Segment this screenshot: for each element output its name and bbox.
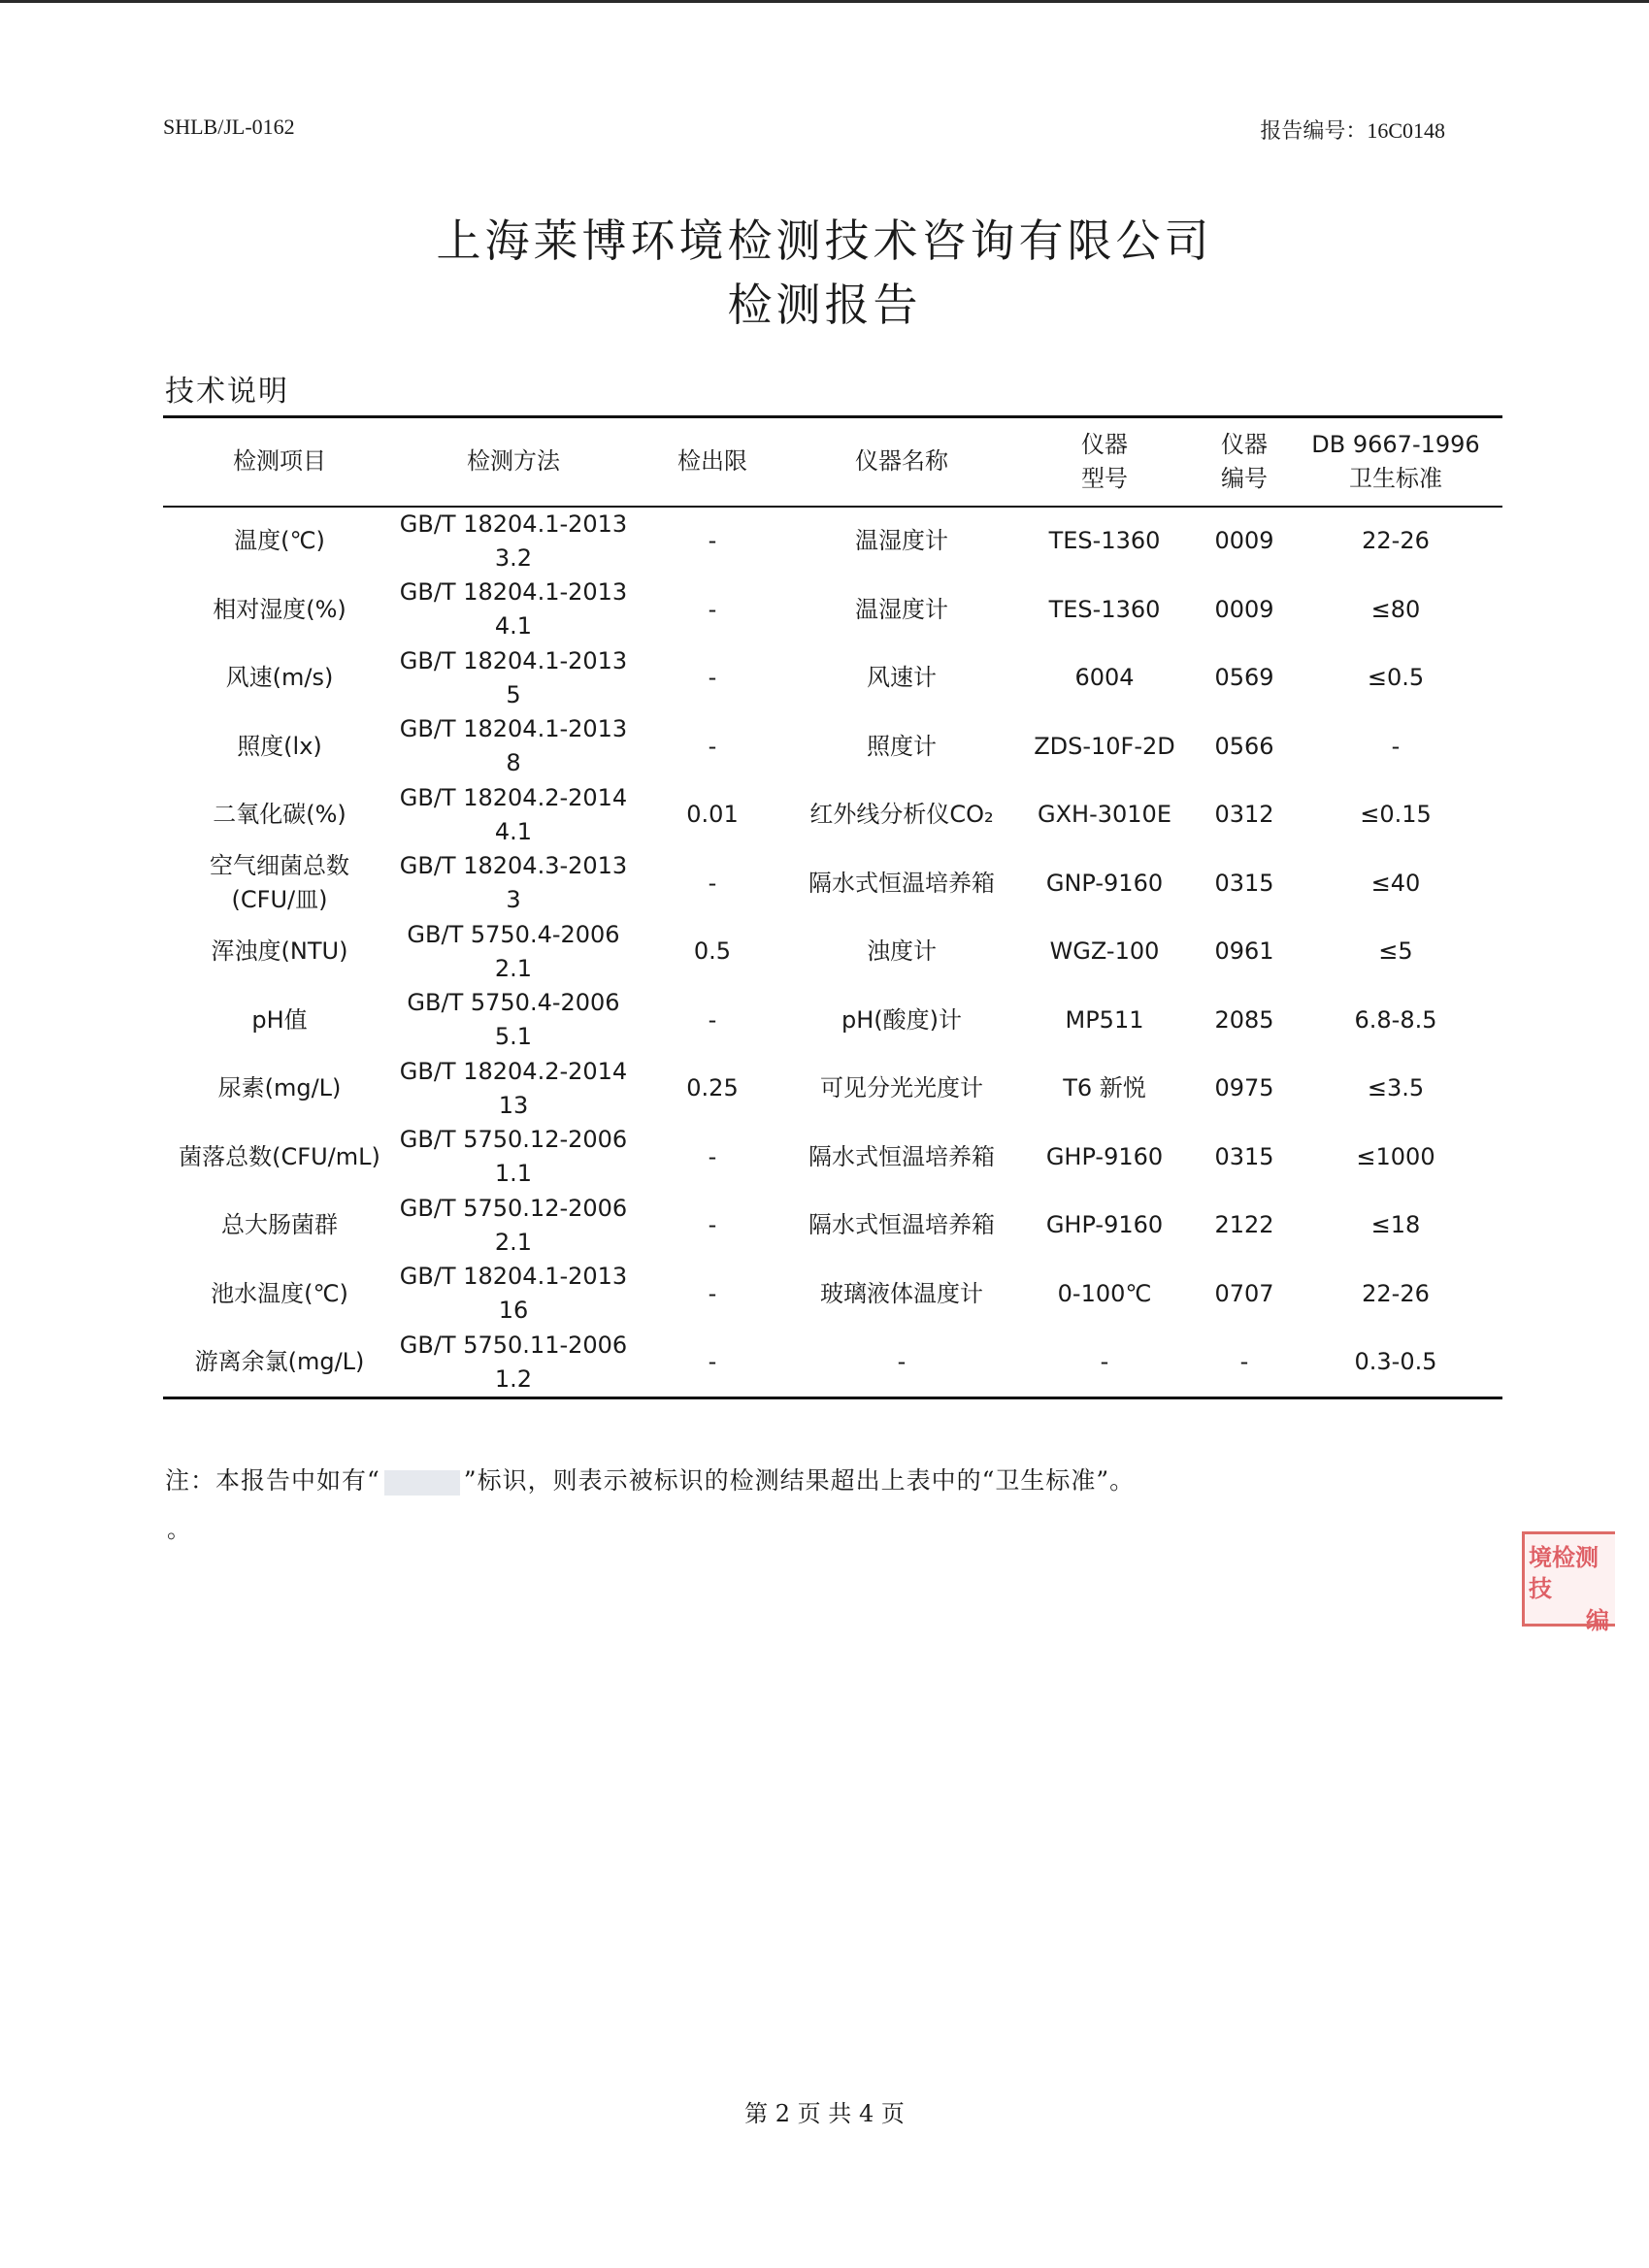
cell-limit: - — [708, 1142, 717, 1170]
cell-instrument: 红外线分析仪CO₂ — [809, 801, 994, 829]
table-row — [163, 1055, 1502, 1124]
cell-number: 0315 — [1214, 1142, 1274, 1170]
header-number — [1200, 417, 1289, 507]
cell-item: 温度(℃) — [234, 527, 325, 555]
cell-standard: ≤18 — [1370, 1211, 1421, 1239]
cell-standard: ≤0.15 — [1360, 801, 1432, 829]
technical-spec-table — [163, 415, 1502, 1399]
cell-instrument: 照度计 — [867, 732, 937, 760]
cell-instrument: 隔水式恒温培养箱 — [808, 869, 995, 897]
footnote — [165, 1462, 1135, 1496]
cell-model: GHP-9160 — [1045, 1211, 1164, 1239]
cell-model: GXH-3010E — [1038, 801, 1171, 829]
header-limit: 检出限 — [677, 447, 747, 476]
table-row — [163, 575, 1502, 644]
table-row — [163, 781, 1502, 850]
cell-standard: ≤5 — [1378, 937, 1413, 966]
cell-model: T6 新悦 — [1063, 1074, 1146, 1102]
cell-limit: 0.5 — [693, 937, 732, 966]
redacted-marker — [384, 1470, 460, 1496]
cell-instrument: 温湿度计 — [855, 595, 948, 623]
cell-limit: - — [708, 595, 717, 623]
cell-item: 相对湿度(%) — [213, 595, 346, 623]
cell-limit: - — [708, 732, 717, 760]
cell-method: GB/T 18204.1-2013 4.1 — [399, 578, 628, 641]
cell-limit: - — [708, 664, 717, 692]
cell-standard: 22-26 — [1362, 527, 1430, 555]
cell-model: - — [1100, 1348, 1109, 1376]
cell-standard: 0.3-0.5 — [1354, 1348, 1437, 1376]
cell-number: 0707 — [1214, 1279, 1274, 1307]
cell-item: 菌落总数(CFU/mL) — [179, 1142, 380, 1170]
cell-number: 0566 — [1214, 732, 1274, 760]
cell-item: pH值 — [251, 1005, 308, 1034]
cell-standard: 22-26 — [1362, 1279, 1430, 1307]
header-standard — [1289, 417, 1502, 507]
header-model-line1: 仪器 — [1081, 430, 1128, 458]
cell-number: 0009 — [1214, 595, 1274, 623]
header-item: 检测项目 — [233, 447, 326, 476]
cell-limit: - — [708, 527, 717, 555]
cell-number: 0569 — [1214, 664, 1274, 692]
cell-standard: ≤80 — [1370, 595, 1421, 623]
company-seal-stamp — [1522, 1531, 1615, 1634]
table-row — [163, 918, 1502, 987]
cell-limit: - — [708, 869, 717, 897]
cell-instrument: 温湿度计 — [855, 527, 948, 555]
cell-instrument: 隔水式恒温培养箱 — [808, 1142, 995, 1170]
cell-method: GB/T 5750.12-2006 2.1 — [399, 1194, 628, 1256]
cell-number: 2122 — [1214, 1211, 1274, 1239]
cell-standard: - — [1391, 732, 1401, 760]
header-number-line2: 编号 — [1221, 464, 1268, 492]
cell-standard: ≤40 — [1370, 869, 1421, 897]
cell-limit: - — [708, 1005, 717, 1034]
company-name: 上海莱博环境检测技术咨询有限公司 — [436, 214, 1213, 267]
cell-method: GB/T 18204.1-2013 5 — [399, 646, 628, 708]
cell-item: 风速(m/s) — [225, 664, 334, 692]
cell-limit: 0.01 — [686, 801, 739, 829]
header-model — [1009, 417, 1200, 507]
table-row — [163, 986, 1502, 1055]
header-standard-line1: DB 9667-1996 — [1311, 430, 1480, 458]
table-header-row — [163, 417, 1502, 507]
table-row — [163, 1260, 1502, 1329]
footnote-suffix: ”标识，则表示被标识的检测结果超出上表中的“卫生标准”。 — [463, 1466, 1136, 1495]
cell-method: GB/T 5750.4-2006 2.1 — [407, 920, 620, 982]
cell-standard: ≤1000 — [1356, 1142, 1435, 1170]
cell-model: 6004 — [1074, 664, 1135, 692]
cell-instrument: 玻璃液体温度计 — [820, 1279, 983, 1307]
cell-item: 二氧化碳(%) — [213, 801, 346, 829]
cell-standard: ≤3.5 — [1367, 1074, 1425, 1102]
cell-instrument: - — [897, 1348, 907, 1376]
cell-limit: - — [708, 1348, 717, 1376]
cell-model: GHP-9160 — [1045, 1142, 1164, 1170]
cell-method: GB/T 18204.2-2014 13 — [399, 1057, 628, 1119]
table-row — [163, 1123, 1502, 1192]
cell-method: GB/T 5750.11-2006 1.2 — [399, 1331, 628, 1393]
cell-instrument: 风速计 — [867, 664, 937, 692]
cell-item: 照度(lx) — [237, 732, 322, 760]
cell-model: 0-100℃ — [1057, 1279, 1152, 1307]
cell-method: GB/T 18204.2-2014 4.1 — [399, 783, 628, 845]
header-standard-line2: 卫生标准 — [1349, 464, 1442, 492]
header-number-line1: 仪器 — [1221, 430, 1268, 458]
cell-method: GB/T 5750.12-2006 1.1 — [399, 1126, 628, 1188]
footnote-tail: 。 — [167, 1516, 190, 1543]
cell-number: 0975 — [1214, 1074, 1274, 1102]
cell-limit: - — [708, 1211, 717, 1239]
table-row — [163, 644, 1502, 713]
cell-model: ZDS-10F-2D — [1034, 732, 1175, 760]
scan-edge-line — [0, 0, 1649, 3]
cell-method: GB/T 5750.4-2006 5.1 — [407, 989, 620, 1051]
report-number: 报告编号：16C0148 — [1260, 118, 1445, 143]
report-title: 检测报告 — [727, 279, 922, 331]
table-row — [163, 712, 1502, 781]
cell-standard: ≤0.5 — [1367, 664, 1425, 692]
cell-number: 0312 — [1214, 801, 1274, 829]
seal-text-line2: 编 — [1586, 1606, 1609, 1634]
cell-item: 浑浊度(NTU) — [211, 937, 348, 966]
cell-number: 0009 — [1214, 527, 1274, 555]
footnote-prefix: 注：本报告中如有“ — [165, 1466, 380, 1495]
cell-standard: 6.8-8.5 — [1354, 1005, 1437, 1034]
cell-method: GB/T 18204.1-2013 16 — [399, 1263, 628, 1325]
cell-method: GB/T 18204.1-2013 3.2 — [399, 509, 628, 572]
cell-item-line1: 空气细菌总数 — [210, 852, 349, 880]
cell-model: GNP-9160 — [1045, 869, 1164, 897]
document-code: SHLB/JL-0162 — [163, 115, 295, 139]
table-row — [163, 849, 1502, 918]
cell-limit: 0.25 — [686, 1074, 739, 1102]
cell-number: - — [1239, 1348, 1249, 1376]
table-row — [163, 507, 1502, 576]
cell-item: 池水温度(℃) — [211, 1279, 348, 1307]
cell-model: TES-1360 — [1048, 527, 1161, 555]
table-row — [163, 1329, 1502, 1398]
header-method: 检测方法 — [467, 447, 560, 476]
page-number: 第 2 页 共 4 页 — [744, 2100, 905, 2127]
cell-instrument: 可见分光光度计 — [820, 1074, 983, 1102]
cell-number: 0315 — [1214, 869, 1274, 897]
header-model-line2: 型号 — [1081, 464, 1128, 492]
section-title: 技术说明 — [165, 375, 289, 409]
cell-item: 总大肠菌群 — [221, 1211, 338, 1239]
cell-method: GB/T 18204.1-2013 8 — [399, 715, 628, 777]
cell-method: GB/T 18204.3-2013 3 — [399, 852, 628, 914]
cell-item — [163, 849, 396, 918]
cell-model: MP511 — [1065, 1005, 1144, 1034]
header-instrument: 仪器名称 — [855, 447, 948, 476]
table-row — [163, 1192, 1502, 1261]
cell-number: 0961 — [1214, 937, 1274, 966]
seal-text-line1: 境检测技 — [1529, 1544, 1599, 1603]
cell-instrument: pH(酸度)计 — [841, 1005, 962, 1034]
cell-item: 游离余氯(mg/L) — [194, 1348, 365, 1376]
cell-limit: - — [708, 1279, 717, 1307]
cell-instrument: 隔水式恒温培养箱 — [808, 1211, 995, 1239]
cell-item: 尿素(mg/L) — [217, 1074, 342, 1102]
cell-number: 2085 — [1214, 1005, 1274, 1034]
cell-instrument: 浊度计 — [867, 937, 937, 966]
cell-model: WGZ-100 — [1049, 937, 1160, 966]
cell-item-line2: (CFU/皿) — [231, 886, 328, 914]
table-body — [163, 507, 1502, 1398]
cell-model: TES-1360 — [1048, 595, 1161, 623]
